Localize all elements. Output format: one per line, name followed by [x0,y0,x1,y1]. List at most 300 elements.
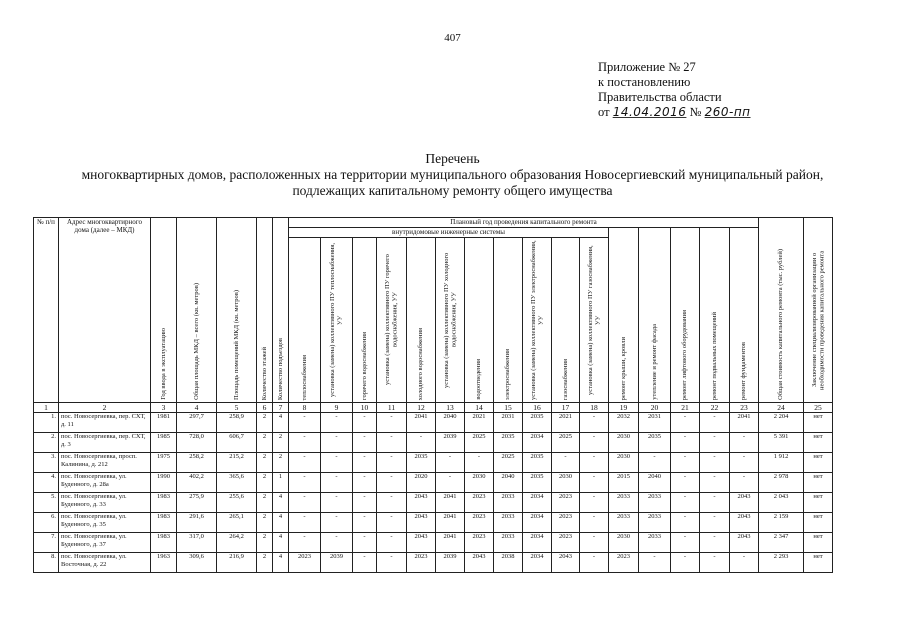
table-cell: 4 [273,513,289,533]
row-number: 8. [34,553,59,573]
column-number: 6 [257,403,273,413]
address-cell: пос. Новосергиевка, ул. Буденного, д. 33 [59,493,151,513]
address-cell: пос. Новосергиевка, ул. Буденного, д. 35 [59,513,151,533]
appendix-line-1: Приложение № 27 [598,60,696,74]
column-number: 19 [609,403,639,413]
header-foundation-text: ремонт фундаментов [740,342,748,400]
table-cell: - [671,413,700,433]
table-cell: 2021 [552,413,580,433]
table-cell: 2034 [523,493,552,513]
row-number: 2. [34,433,59,453]
table-cell: 2 204 [759,413,804,433]
table-cell: 2023 [465,493,494,513]
column-number: 22 [700,403,730,413]
table-cell: - [700,433,730,453]
column-number: 25 [804,403,833,413]
page-number: 407 [444,32,461,44]
table-row [34,493,833,513]
table-cell: - [353,513,377,533]
table-cell: 2025 [552,433,580,453]
table-cell: 2 [257,433,273,453]
column-number: 21 [671,403,700,413]
header-planned-year: Плановый год проведения капитального ремонта [289,218,759,228]
title-line-2: многоквартирных домов, расположенных на территории муниципального образования Новосергиевский муниципальный район, [81,167,824,182]
table-cell: 1963 [151,553,177,573]
table-cell: 2039 [436,433,465,453]
table-cell: 2043 [552,553,580,573]
table-cell: нет [804,433,833,453]
column-number: 9 [321,403,353,413]
table-cell: 4 [273,553,289,573]
table-cell: - [289,453,321,473]
table-cell: 2043 [465,553,494,573]
table-cell: 5 391 [759,433,804,453]
column-number: 10 [353,403,377,413]
table-cell: - [730,473,759,493]
table-cell: 2023 [552,493,580,513]
table-row [34,533,833,553]
table-cell: 2023 [552,513,580,533]
table-cell: 2 [257,473,273,493]
table-cell: 2043 [730,533,759,553]
address-cell: пос. Новосергиевка, просп. Калинина, д. 212 [59,453,151,473]
header-gas [552,238,580,403]
appendix-line-2: к постановлению [598,75,691,89]
table-cell: 2030 [609,533,639,553]
table-cell: 4 [273,413,289,433]
table-cell: - [321,513,353,533]
table-cell: - [671,533,700,553]
row-number: 4. [34,473,59,493]
table-cell: 2 [273,433,289,453]
table-cell: 2031 [639,413,671,433]
header-electricity-pu [523,238,552,403]
table-cell: - [321,473,353,493]
column-number: 7 [273,403,289,413]
table-cell: 2 [257,533,273,553]
table-cell: 2034 [523,553,552,573]
table-cell: - [580,533,609,553]
column-number: 5 [217,403,257,413]
address-cell: пос. Новосергиевка, пер. СХТ, д. 11 [59,413,151,433]
header-floors [257,218,273,403]
table-cell: - [353,493,377,513]
header-entrances [273,218,289,403]
table-cell: 2034 [523,513,552,533]
table-cell: - [580,513,609,533]
header-elevator-text: ремонт лифтового оборудования [681,309,689,400]
table-cell: - [580,453,609,473]
column-number: 2 [59,403,151,413]
header-cold-water-pu [436,238,465,403]
table-cell: - [321,533,353,553]
header-gas-text: газоснабжения [561,358,569,400]
column-number: 13 [436,403,465,413]
table-cell: - [700,453,730,473]
table-cell: 1 [273,473,289,493]
column-number: 23 [730,403,759,413]
table-cell: 2 159 [759,513,804,533]
header-year-commission-text: Год ввода в эксплуатацию [159,328,167,400]
header-heating [289,238,321,403]
column-numbers-row [34,403,833,413]
table-row [34,473,833,493]
header-gas-pu [580,238,609,403]
handwritten-date: 14.04.2016 [612,105,687,119]
table-cell: - [321,433,353,453]
header-roof [609,228,639,403]
header-premises-area-text: Площадь помещений МКД (кв. метров) [232,290,240,400]
table-cell: 258,2 [177,453,217,473]
table-cell: 2030 [552,473,580,493]
table-cell: 1975 [151,453,177,473]
row-number: 5. [34,493,59,513]
header-cold-water-pu-text: установка (замена) коллективного ПУ холодного водоснабжения, УУ [442,252,457,388]
table-cell: 2035 [523,473,552,493]
address-cell: пос. Новосергиевка, ул. Буденного, д. 37 [59,533,151,553]
table-cell: - [730,553,759,573]
table-cell: - [377,553,407,573]
table-cell: 2033 [609,513,639,533]
table-cell: 2041 [436,533,465,553]
table-cell: 2 [257,453,273,473]
header-roof-text: ремонт крыши, кровли [619,336,627,400]
table-cell: - [580,413,609,433]
table-cell: 2023 [465,533,494,553]
title-line-3: подлежащих капитальному ремонту общего имущества [292,183,613,198]
table-row [34,513,833,533]
table-cell: - [580,433,609,453]
header-heating-text: теплоснабжения [300,354,308,400]
table-cell: 2 [257,513,273,533]
address-cell: пос. Новосергиевка, ул. Буденного, д. 28а [59,473,151,493]
table-cell: нет [804,453,833,473]
row-number: 3. [34,453,59,473]
header-entrances-text: Количество подъездов [276,337,284,400]
table-cell: - [700,553,730,573]
table-cell: 2035 [523,413,552,433]
table-cell: - [580,473,609,493]
table-cell: 2041 [436,513,465,533]
table-row [34,553,833,573]
table-cell: 2 [257,553,273,573]
table-cell: 2025 [494,453,523,473]
header-drainage-text: водоотведения [475,359,483,400]
table-cell: 2034 [523,533,552,553]
table-cell: 309,6 [177,553,217,573]
column-number: 17 [552,403,580,413]
table-cell: 4 [273,493,289,513]
table-cell: - [377,473,407,493]
table-cell: - [671,453,700,473]
table-cell: 2035 [407,453,436,473]
table-cell: - [730,453,759,473]
buildings-table [33,217,833,573]
table-cell: 1983 [151,493,177,513]
table-cell: - [700,473,730,493]
table-cell: 1981 [151,413,177,433]
row-number: 6. [34,513,59,533]
table-cell: - [377,493,407,513]
column-number: 15 [494,403,523,413]
table-cell: - [700,533,730,553]
table-cell: 2033 [639,513,671,533]
header-heating-pu-text: установка (замена) коллективного ПУ теплоснабжения, УУ [329,242,344,398]
table-cell: - [671,473,700,493]
header-electricity-text: электроснабжения [504,348,512,400]
header-facade [639,228,671,403]
table-cell: 297,7 [177,413,217,433]
table-cell: - [436,453,465,473]
table-cell: - [289,473,321,493]
header-hot-water-text: горячего водоснабжения [360,332,368,400]
table-cell: 2041 [730,413,759,433]
title-line-1: Перечень [425,151,480,166]
header-total-cost-text: Общая стоимость капитального ремонта (тыс. рублей) [777,249,785,400]
table-cell: 2023 [407,553,436,573]
table-cell: нет [804,473,833,493]
table-cell: - [730,433,759,453]
table-cell: 255,6 [217,493,257,513]
table-cell: 2025 [465,433,494,453]
table-cell: - [700,413,730,433]
table-cell: - [552,453,580,473]
table-cell: нет [804,413,833,433]
table-cell: 2015 [609,473,639,493]
row-number: 1. [34,413,59,433]
table-cell: 402,2 [177,473,217,493]
header-conclusion [804,218,833,403]
table-cell: - [671,553,700,573]
table-cell: 1983 [151,533,177,553]
header-hot-water-pu-text: установка (замена) коллективного ПУ горячего водоснабжения, УУ [384,254,399,386]
table-cell: 2023 [465,513,494,533]
column-number: 8 [289,403,321,413]
column-number: 4 [177,403,217,413]
table-cell: - [671,493,700,513]
header-basement-text: ремонт подвальных помещений [710,311,718,400]
header-num: № п/п [34,218,59,403]
table-cell: - [353,553,377,573]
table-cell: 2038 [494,553,523,573]
table-cell: - [436,473,465,493]
column-number: 1 [34,403,59,413]
column-number: 3 [151,403,177,413]
table-cell: нет [804,553,833,573]
table-cell: 258,9 [217,413,257,433]
date-prefix: от [598,105,610,119]
table-cell: 2041 [407,413,436,433]
header-year-commission [151,218,177,403]
table-cell: - [377,433,407,453]
table-cell: - [321,413,353,433]
table-cell: 2033 [494,513,523,533]
table-cell: - [639,553,671,573]
table-cell: 2034 [523,433,552,453]
table-cell: - [671,433,700,453]
table-cell: 606,7 [217,433,257,453]
document-title [40,151,865,199]
table-cell: - [377,513,407,533]
table-cell: 728,0 [177,433,217,453]
column-number: 11 [377,403,407,413]
header-total-area-text: Общая площадь МКД – всего (кв. метров) [192,283,200,400]
header-hot-water [353,238,377,403]
table-cell: 2 043 [759,493,804,513]
header-floors-text: Количество этажей [260,346,268,400]
column-number: 14 [465,403,494,413]
header-facade-text: утепление и ремонт фасада [650,324,658,400]
table-cell: 2023 [552,533,580,553]
table-cell: 2040 [436,413,465,433]
table-cell: 2032 [609,413,639,433]
table-cell: 2 [257,493,273,513]
column-number: 12 [407,403,436,413]
address-cell: пос. Новосергиевка, ул. Восточная, д. 22 [59,553,151,573]
table-cell: 2033 [639,493,671,513]
header-cold-water-text: холодного водоснабжения [417,327,425,400]
table-cell: 2040 [494,473,523,493]
table-cell: 2039 [321,553,353,573]
header-total-area [177,218,217,403]
header-electricity [494,238,523,403]
number-prefix: № [689,105,702,119]
header-drainage [465,238,494,403]
header-heating-pu [321,238,353,403]
table-cell: - [289,533,321,553]
table-cell: - [321,453,353,473]
table-cell: 264,2 [217,533,257,553]
table-cell: 1990 [151,473,177,493]
table-cell: - [353,533,377,553]
table-cell: 2043 [407,533,436,553]
table-cell: 2030 [465,473,494,493]
table-cell: - [353,453,377,473]
header-total-cost [759,218,804,403]
table-cell: - [639,453,671,473]
table-cell: 2043 [407,493,436,513]
buildings-table-wrap [33,217,833,573]
table-cell: 2035 [639,433,671,453]
table-cell: 291,6 [177,513,217,533]
table-cell: 215,2 [217,453,257,473]
column-number: 24 [759,403,804,413]
table-cell: 2040 [639,473,671,493]
table-cell: 2 978 [759,473,804,493]
table-cell: 2043 [407,513,436,533]
table-cell: нет [804,513,833,533]
table-cell: нет [804,493,833,513]
appendix-line-3: Правительства области [598,90,722,104]
table-cell: - [377,533,407,553]
table-cell: - [289,513,321,533]
header-premises-area [217,218,257,403]
table-cell: 365,6 [217,473,257,493]
table-row [34,413,833,433]
table-cell: - [580,493,609,513]
table-cell: 2023 [609,553,639,573]
table-cell: 2030 [609,453,639,473]
table-cell: 265,1 [217,513,257,533]
header-foundation [730,228,759,403]
handwritten-number: 260-пп [704,105,751,119]
appendix-date-line [598,105,751,120]
table-row [34,453,833,473]
table-cell: - [289,433,321,453]
column-number: 20 [639,403,671,413]
table-cell: - [353,413,377,433]
table-cell: - [671,513,700,533]
table-cell: - [407,433,436,453]
table-cell: 2033 [609,493,639,513]
table-cell: - [700,513,730,533]
row-number: 7. [34,533,59,553]
table-cell: 1983 [151,513,177,533]
header-cold-water [407,238,436,403]
table-cell: 2 347 [759,533,804,553]
table-cell: 2043 [730,493,759,513]
table-body [34,413,833,573]
table-cell: 2 [257,413,273,433]
table-cell: 2 293 [759,553,804,573]
table-cell: - [465,453,494,473]
table-cell: - [377,453,407,473]
column-number: 18 [580,403,609,413]
table-row [34,433,833,453]
table-cell: 2035 [494,433,523,453]
header-conclusion-text: Заключение специализированной организации о необходимости проведения капитального ремонта [810,250,825,390]
appendix-block [598,60,751,120]
table-cell: 2043 [730,513,759,533]
table-cell: 2021 [465,413,494,433]
header-internal-systems: внутридомовые инженерные системы [289,228,609,238]
table-cell: - [377,413,407,433]
header-electricity-pu-text: установка (замена) коллективного ПУ электроснабжения, УУ [529,240,544,400]
table-cell: 216,9 [217,553,257,573]
table-cell: 2039 [436,553,465,573]
table-cell: нет [804,533,833,553]
table-cell: 1 912 [759,453,804,473]
table-cell: 2 [273,453,289,473]
table-cell: - [289,413,321,433]
column-number: 16 [523,403,552,413]
table-cell: - [353,473,377,493]
table-cell: 2033 [494,493,523,513]
table-cell: 2031 [494,413,523,433]
table-cell: - [353,433,377,453]
table-cell: 4 [273,533,289,553]
header-gas-pu-text: установка (замена) коллективного ПУ газоснабжения, УУ [586,245,601,395]
table-cell: 2033 [639,533,671,553]
table-cell: - [321,493,353,513]
table-cell: 1985 [151,433,177,453]
table-cell: - [580,553,609,573]
header-elevator [671,228,700,403]
table-cell: 2030 [609,433,639,453]
table-cell: 2041 [436,493,465,513]
table-cell: - [700,493,730,513]
header-address: Адрес многоквартирного дома (далее – МКД) [59,218,151,403]
table-cell: 2033 [494,533,523,553]
header-basement [700,228,730,403]
address-cell: пос. Новосергиевка, пер. СХТ, д. 3 [59,433,151,453]
table-cell: 2020 [407,473,436,493]
table-cell: 2023 [289,553,321,573]
table-cell: 275,9 [177,493,217,513]
table-cell: 2035 [523,453,552,473]
table-cell: 317,0 [177,533,217,553]
header-hot-water-pu [377,238,407,403]
